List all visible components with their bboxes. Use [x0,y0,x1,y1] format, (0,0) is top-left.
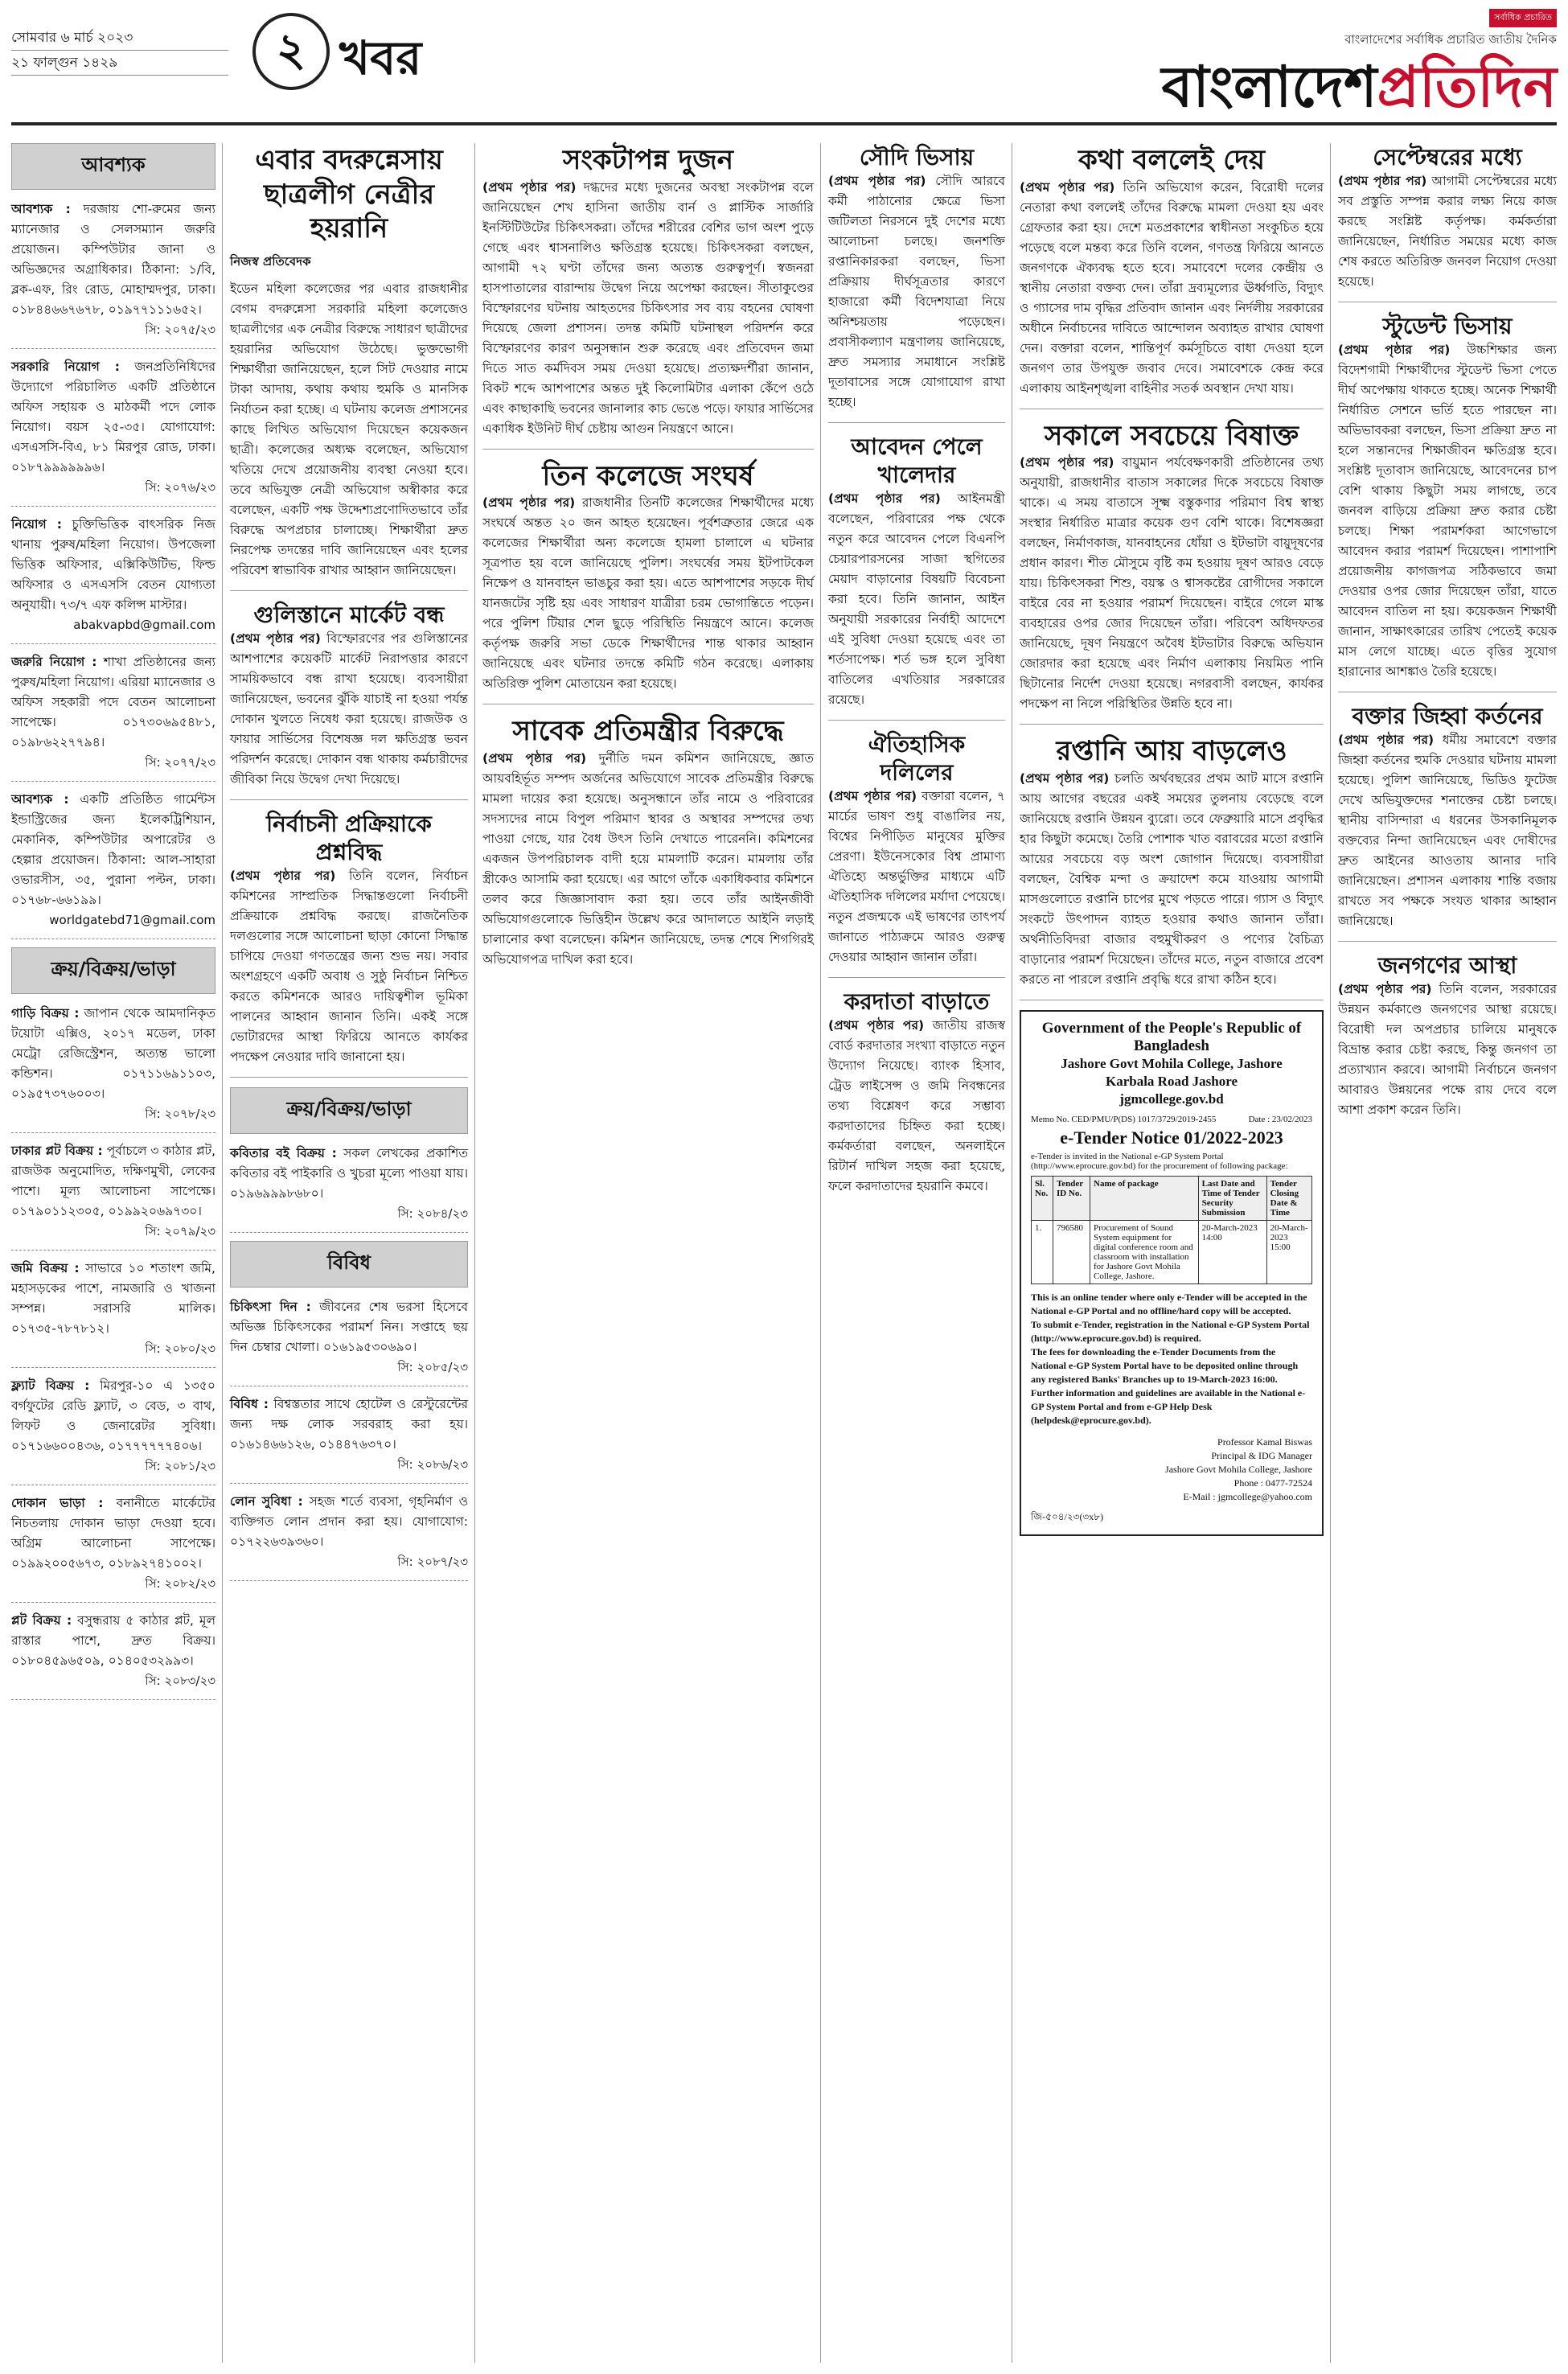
classified-list-sale [11,1004,215,1700]
ad-lead: গাড়ি বিক্রয় : [11,1006,80,1021]
article-body: উচ্চশিক্ষার জন্য বিদেশগামী শিক্ষার্থীদের স্টুডেন্ট ভিসা পেতে দীর্ঘ অপেক্ষায় থাকতে হচ্ছে। অনেক শিক্ষার্থী নির্ধারিত সেশনে ভর্তি হতে পারছেন না। অভিভাবকরা বলছেন, ভিসা প্রক্রিয়া দ্রুত না হলে সন্তানদের শিক্ষাজীবন ক্ষতিগ্রস্ত হবে। সংশ্লিষ্ট দূতাবাস জানিয়েছে, আবেদনের চাপ বেশি থাকায় কিছুটা সময় লাগছে, তবে জনবল বাড়িয়ে প্রক্রিয়া দ্রুত করার চেষ্টা চলছে। শিক্ষা পরামর্শকরা আগেভাগে আবেদন করার পরামর্শ দিয়েছেন। পাশাপাশি প্রয়োজনীয় কাগজপত্র সঠিকভাবে জমা দেওয়ার ওপর জোর দিয়েছেন তাঁরা, যাতে আবেদন বাতিল না হয়। কয়েকজন শিক্ষার্থী জানান, সাক্ষাৎকারের তারিখ পেতেই কয়েক মাস লেগে যাচ্ছে। এতে বৃত্তির সুযোগ হারানোর আশঙ্কাও তৈরি হয়েছে। [1338,343,1557,679]
tender-signature [1031,1435,1312,1504]
tender-college: Jashore Govt Mohila College, Jashore [1061,1055,1283,1071]
continued-label: (প্রথম পৃষ্ঠার পর) [1020,770,1110,786]
article [1338,951,1557,1130]
col-tender-id: Tender ID No. [1053,1176,1090,1220]
article [482,714,814,980]
classified-section-mini: ক্রয়/বিক্রয়/ভাড়া [230,1087,468,1134]
classified-ad [230,1492,468,1581]
article [828,433,1005,721]
ad-text: বনানীতে মার্কেটের নিচতলায় দোকান ভাড়া দেওয়া হবে। অগ্রিম আলোচনা সাপেক্ষে। ০১৯৯২০০৫৬৭৩, ০১৮৯২৭৪১০০২। [11,1496,215,1571]
ad-lead: সরকারি নিয়োগ : [11,359,120,374]
column-5 [1020,143,1324,1536]
ad-code: abakvapbd@gmail.com [73,618,215,632]
section-title: খবর [339,31,422,85]
cell-closing-date: 20-March-2023 15:00 [1266,1220,1311,1284]
article-headline[interactable]: এবার বদরুন্নেসায় ছাত্রলীগ নেত্রীর হয়রানি [255,144,443,244]
column-3 [482,143,814,989]
ad-text: সাভারে ১০ শতাংশ জমি, মহাসড়কের পাশে, নামজারি ও খাজনা সম্পন্ন। সরাসরি মালিক। ০১৭৩৫-৭৮৭৮১২। [11,1261,215,1336]
article [230,601,468,800]
article-headline[interactable]: সংকটাপন্ন দুজন [562,144,734,176]
article-body: সৌদি আরবে কর্মী পাঠানোর ক্ষেত্রে ভিসা জটিলতা নিরসনে দুই দেশের মধ্যে আলোচনা চলছে। জনশক্তি রপ্তানিকারকরা বলছেন, ভিসা প্রক্রিয়ায় দীর্ঘসূত্রতার কারণে হাজারো কর্মী বিদেশযাত্রা নিয়ে অনিশ্চয়তায় পড়েছেন। প্রবাসীকল্যাণ মন্ত্রণালয় জানিয়েছে, দ্রুত সমস্যার সমাধানে সংশ্লিষ্ট দূতাবাসের সঙ্গে যোগাযোগ রাখা হচ্ছে। [828,174,1005,409]
logo-name-a: বাংলাদেশ [1161,54,1377,120]
article-body: তিনি বলেন, সরকারের উন্নয়ন কর্মকাণ্ডে জনগণের আস্থা রয়েছে। বিরোধী দল অপপ্রচার চালিয়ে মানুষকে বিভ্রান্ত করার চেষ্টা করছে, কিন্তু জনগণ তা প্রত্যাখ্যান করবে। আগামী নির্বাচনে জনগণ আবারও উন্নয়নের পক্ষে রায় দেবে বলে আশা প্রকাশ করেন তিনি। [1338,982,1557,1117]
cell-sl: 1. [1032,1220,1053,1284]
classified-ad [11,1259,215,1368]
ad-lead: প্লট বিক্রয় : [11,1613,72,1628]
page-number: ২ [252,13,330,90]
article-body: রাজধানীর তিনটি কলেজের শিক্ষার্থীদের মধ্যে সংঘর্ষে অন্তত ২০ জন আহত হয়েছেন। পূর্বশত্রুতার জেরে এক কলেজের শিক্ষার্থীরা অন্য কলেজে হামলা চালালে এ ঘটনার সূত্রপাত হয় বলে জানিয়েছে পুলিশ। সংঘর্ষের সময় ইটপাটকেল নিক্ষেপ ও যানবাহন ভাঙচুর করা হয়। এতে আশপাশের সড়কে দীর্ঘ যানজটের সৃষ্টি হয় এবং সাধারণ যাত্রীরা চরম ভোগান্তিতে পড়েন। পরে পুলিশ টিয়ার শেল ছুড়ে পরিস্থিতি নিয়ন্ত্রণে আনে। কলেজ কর্তৃপক্ষ জরুরি সভা ডেকে শিক্ষার্থীদের শান্ত থাকার আহ্বান জানিয়েছে এবং ঘটনার তদন্তে কমিটি গঠন করেছে। এলাকায় অতিরিক্ত পুলিশ মোতায়েন করা হয়েছে। [482,495,814,691]
tender-note: The fees for downloading the e-Tender Documents from the National e-GP System Portal have to be deposited online through any registered Banks' Branches up to 19-March-2023 16:00. [1031,1345,1299,1385]
ad-lead: নিয়োগ : [11,517,62,532]
ad-code: সি: ২০৮৪/২৩ [397,1205,468,1221]
article-headline[interactable]: তিন কলেজে সংঘর্ষ [542,459,754,492]
classified-ad [11,1376,215,1485]
article-headline[interactable]: জনগণের আস্থা [1377,952,1517,979]
signer-title: Principal & IDG Manager [1211,1449,1312,1461]
signer-email[interactable]: E-Mail : jgmcollege@yahoo.com [1183,1490,1312,1502]
ad-code: জি-৫০৪/২৩(৩x৮) [1031,1510,1104,1522]
article [230,810,468,1078]
masthead [11,8,1557,137]
article [1338,312,1557,692]
ad-text: একটি প্রতিষ্ঠিত গার্মেন্টস ইন্ডাস্ট্রিজের জন্য ইলেকট্রিশিয়ান, মেকানিক, কম্পিউটার অপারেটর ও হেল্পার প্রয়োজন। ঠিকানা: আল-সাহারা ওভারসীস, ৩৫, পুরানা পল্টন, ঢাকা। ০১৭৬৮-৬৬১৯৯। [11,792,215,907]
col-security-date: Last Date and Time of Tender Security Submission [1198,1176,1266,1220]
col-sl: Sl. No. [1032,1176,1053,1220]
ad-code: সি: ২০৭৮/২৩ [145,1107,215,1121]
article-headline[interactable]: সেপ্টেম্বরের মধ্যে [1373,144,1522,170]
column-rule [222,143,223,2363]
column-2 [230,143,468,1589]
tender-web[interactable]: jgmcollege.gov.bd [1119,1090,1224,1107]
classified-ad [11,1141,215,1251]
classifieds-column [11,143,215,1708]
date-gregorian: সোমবার ৬ মার্চ ২০২৩ [11,26,228,51]
ad-text: দরজায় শো-রুমের জন্য ম্যানেজার ও সেলসম্যান জরুরি প্রয়োজন। কম্পিউটার জানা ও অভিজ্ঞদের অগ্রাধিকার। ঠিকানা: ১/বি, ব্লক-এফ, রিং রোড, মোহাম্মদপুর, ঢাকা। ০১৮৪৪৬৬৭৬৭৮, ০১৯৭৭১১১৬৫২। [11,202,215,317]
article-byline: নিজস্ব প্রতিবেদক [230,253,311,269]
article-body: বক্তারা বলেন, ৭ মার্চের ভাষণ শুধু বাঙালির নয়, বিশ্বের নিপীড়িত মানুষের মুক্তির প্রেরণা। ইউনেসকোর বিশ্ব প্রামাণ্য ঐতিহ্যে অন্তর্ভুক্তির মাধ্যমে এটি ঐতিহাসিক দলিলের মর্যাদা পেয়েছে। নতুন প্রজন্মকে এই ভাষণের তাৎপর্য জানাতে পাঠ্যক্রমে আরও গুরুত্ব দেওয়ার আহ্বান জানান তাঁরা। [828,789,1005,964]
classified-list-needed [11,199,215,939]
ad-text: চুক্তিভিত্তিক বাৎসরিক নিজ থানায় পুরুষ/মহিলা নিয়োগ। উপজেলা ভিত্তিক অফিসার, এক্সিকিউটিভ, ফিল্ড অফিসার ও এসএসসি বেতন যোগ্যতা অনুযায়ী। ৭৩/৭ এফ কলিন্স মাস্টার। [11,517,216,612]
article-headline[interactable]: সাবেক প্রতিমন্ত্রীর বিরুদ্ধে [512,715,784,747]
issue-date [11,26,228,76]
classified-ad [11,1611,215,1700]
article-body: জাতীয় রাজস্ব বোর্ড করদাতার সংখ্যা বাড়াতে নতুন উদ্যোগ নিয়েছে। ব্যাংক হিসাব, ট্রেড লাইসেন্স ও জমি নিবন্ধনের তথ্য বিশ্লেষণ করে সম্ভাব্য করদাতাদের চিহ্নিত করা হচ্ছে। কর্মকর্তারা বলছেন, অনলাইনে রিটার্ন দাখিল সহজ করা হয়েছে, ফলে করদাতাদের হয়রানি কমবে। [828,1018,1005,1193]
column-4 [828,143,1005,1216]
article-body: ইডেন মহিলা কলেজের পর এবার রাজধানীর বেগম বদরুন্নেসা সরকারি মহিলা কলেজেও ছাত্রলীগের এক নেত্রীর বিরুদ্ধে সাধারণ ছাত্রীদের হয়রানির অভিযোগ উঠেছে। ভুক্তভোগী শিক্ষার্থীরা জানিয়েছেন, হলে সিট দেওয়ার নামে টাকা আদায়, কথায় কথায় হুমকি ও মানসিক নির্যাতন করা হচ্ছে। এ ঘটনায় কলেজ প্রশাসনের কাছে লিখিত অভিযোগ দিয়েছেন কয়েকজন ছাত্রী। কলেজের অধ্যক্ষ বলেছেন, অভিযোগ খতিয়ে দেখে প্রয়োজনীয় ব্যবস্থা নেওয়া হবে। তবে অভিযুক্ত নেত্রী অভিযোগ অস্বীকার করে বলেছেন, একটি পক্ষ উদ্দেশ্যপ্রণোদিতভাবে তাঁর বিরুদ্ধে অপপ্রচার চালাচ্ছে। শিক্ষার্থীরা দ্রুত নিরপেক্ষ তদন্তের দাবি জানিয়েছেন এবং হলের পরিবেশ স্বাভাবিক রাখার আহ্বান জানিয়েছেন। [230,281,468,577]
ad-lead: কবিতার বই বিক্রয় : [230,1145,337,1160]
tender-note: This is an online tender where only e-Tender will be accepted in the National e-GP Portal and no offline/hard copy will be accepted. [1031,1291,1307,1316]
newspaper-logo [994,8,1557,123]
article [1338,143,1557,302]
ad-code: সি: ২০৭৯/২৩ [145,1224,215,1238]
col-package: Name of package [1090,1176,1199,1220]
continued-label: (প্রথম পৃষ্ঠার পর) [1020,455,1114,470]
ad-lead: আবশ্যক : [11,792,69,807]
continued-label: (প্রথম পৃষ্ঠার পর) [828,174,926,188]
classified-list-misc [230,1297,468,1581]
article-body: বায়ুমান পর্যবেক্ষণকারী প্রতিষ্ঠানের তথ্য অনুযায়ী, রাজধানীর বাতাস সকালের দিকে সবচেয়ে বিষাক্ত থাকে। এ সময় বাতাসে সূক্ষ্ম বস্তুকণার পরিমাণ বিশ্ব স্বাস্থ্য সংস্থার নির্ধারিত মাত্রার কয়েক গুণ বেশি থাকে। বিশেষজ্ঞরা বলছেন, নির্মাণকাজ, যানবাহনের ধোঁয়া ও ইটভাটা বায়ুদূষণের প্রধান কারণ। শীত মৌসুমে বৃষ্টি কম হওয়ায় দূষণ আরও বেড়ে যায়। চিকিৎসকরা শিশু, বয়স্ক ও শ্বাসকষ্টের রোগীদের সকালে বাইরে বের না হওয়ার পরামর্শ দিয়েছেন। বাইরে গেলে মাস্ক ব্যবহারের ওপর জোর দিয়েছেন তাঁরা। পরিবেশ অধিদফতর জানিয়েছে, দূষণ নিয়ন্ত্রণে অবৈধ ইটভাটার বিরুদ্ধে অভিযান জোরদার করা হয়েছে এবং নির্মাণ এলাকায় নিয়মিত পানি ছিটানোর নির্দেশ দেওয়া হয়েছে। নগরবাসী বলছেন, কার্যকর পদক্ষেপ না নিলে পরিস্থিতির উন্নতি হবে না। [1020,455,1324,711]
classified-section-sale: ক্রয়/বিক্রয়/ভাড়া [11,947,215,994]
column-rule [474,143,475,2363]
ad-code: সি: ২০৭৭/২৩ [145,755,215,770]
ad-text: জাপান থেকে আমদানিকৃত টয়োটা এক্সিও, ২০১৭ মডেল, ঢাকা মেট্রো রেজিস্ট্রেশন, অত্যন্ত ভালো কন্ডিশন। ০১৭১১৬৯১১০৩, ০১৯৫৭৩৭৬০০৩। [11,1006,215,1101]
classified-ad [11,1493,215,1603]
ad-text: মিরপুর-১০ এ ১৩৫০ বর্গফুটের রেডি ফ্ল্যাট, ৩ বেড, ৩ বাথ, লিফট ও জেনারেটর সুবিধা। ০১৭১৬৬০০৪৩৬, ০১৭৭৭৭৭৭৪০৬। [11,1378,215,1453]
article-body: দুর্নীতি দমন কমিশন জানিয়েছে, জ্ঞাত আয়বহির্ভূত সম্পদ অর্জনের অভিযোগে সাবেক প্রতিমন্ত্রীর বিরুদ্ধে মামলা দায়ের করা হয়েছে। অনুসন্ধানে তাঁর নামে ও পরিবারের সদস্যদের নামে বিপুল পরিমাণ স্থাবর ও অস্থাবর সম্পদের তথ্য পাওয়া গেছে, যার বৈধ উৎস তিনি দেখাতে পারেননি। কমিশনের একজন উপপরিচালক বাদী হয়ে মামলাটি করেন। মামলায় তাঁর স্ত্রীকেও আসামি করা হয়েছে। এর আগে তাঁকে একাধিকবার কমিশনে তলব করে জিজ্ঞাসাবাদ করা হয়। তবে তাঁর আইনজীবী অভিযোগগুলোকে ভিত্তিহীন উল্লেখ করে আদালতে আইনি লড়াই চালানোর কথা বলেছেন। কমিশন জানিয়েছে, তদন্ত শেষে শিগগিরই অভিযোগপত্র দাখিল করা হবে। [482,750,814,967]
cell-tender-id: 796580 [1053,1220,1090,1284]
tender-note: Further information and guidelines are available in the National e-GP System Portal and from e-GP Help Desk (helpdesk@eprocure.gov.bd). [1031,1386,1306,1426]
tender-title: e-Tender Notice 01/2022-2023 [1060,1127,1283,1148]
classified-ad [11,1004,215,1133]
article-body: তিনি অভিযোগ করেন, বিরোধী দলের নেতারা কথা বললেই তাঁদের বিরুদ্ধে মামলা দেওয়া হয় এবং গ্রেফতার করা হয়। দেশে মতপ্রকাশের স্বাধীনতা সংকুচিত হয়ে পড়েছে বলে মন্তব্য করে তিনি বলেন, গণতন্ত্র ফিরিয়ে আনতে জনগণকে ঐক্যবদ্ধ হতে হবে। সমাবেশে দলের কেন্দ্রীয় ও স্থানীয় নেতারা বক্তব্য দেন। তাঁরা দ্রব্যমূল্যের ঊর্ধ্বগতি, বিদ্যুৎ ও গ্যাসের দাম বৃদ্ধির প্রতিবাদ জানান এবং নির্দলীয় সরকারের অধীনে নির্বাচনের দাবিতে আন্দোলন অব্যাহত রাখার ঘোষণা দেন। বক্তারা বলেন, শান্তিপূর্ণ কর্মসূচিতে বাধা দেওয়া হলে জনগণ তার উপযুক্ত জবাব দেবে। সমাবেশকে কেন্দ্র করে এলাকায় আইনশৃঙ্খলা বাহিনীর সতর্ক অবস্থান দেখা যায়। [1020,179,1324,396]
signer-phone: Phone : 0477-72524 [1233,1477,1312,1489]
tender-notes [1031,1291,1312,1427]
article [482,143,814,450]
article [1338,702,1557,942]
article [828,988,1005,1206]
ad-lead: লোন সুবিধা : [230,1493,303,1509]
classified-section-needed: আবশ্যক [11,143,215,190]
article-body: আইনমন্ত্রী বলেছেন, পরিবারের পক্ষ থেকে নতুন করে আবেদন পেলে বিএনপি চেয়ারপারসনের সাজা স্থগিতের মেয়াদ বাড়ানোর বিষয়টি বিবেচনা করা হবে। তিনি জানান, আইন অনুযায়ী সরকারের নির্বাহী আদেশে এই সুবিধা দেওয়া হয়েছে এবং তা শর্তসাপেক্ষ। শর্ত ভঙ্গ হলে সুবিধা বাতিলের এখতিয়ার সরকারের রয়েছে। [828,491,1005,707]
article-headline[interactable]: সকালে সবচেয়ে বিষাক্ত [1044,419,1299,452]
ad-lead: আবশ্যক : [11,202,71,216]
ad-code: সি: ২০৮০/২৩ [145,1341,215,1356]
logo-name [994,51,1557,123]
classified-ad [11,790,215,939]
continued-label: (প্রথম পৃষ্ঠার পর) [1338,733,1435,747]
tender-note: To submit e-Tender, registration in the National e-GP System Portal (http://www.eprocure.gov.bd) is required. [1031,1318,1310,1344]
classified-list-mini [230,1144,468,1233]
article-headline[interactable]: বক্তার জিহ্বা কর্তনের [1352,703,1543,729]
cell-package: Procurement of Sound System equipment for digital conference room and classroom with installation for Jashore Govt Mohila College, Jashore. [1090,1220,1199,1284]
article-headline[interactable]: গুলিস্তানে মার্কেট বন্ধ [253,601,445,628]
ad-text: শাখা প্রতিষ্ঠানের জন্য পুরুষ/মহিলা নিয়োগ। এরিয়া ম্যানেজার ও অফিস সহকারী পদে বেতন আলোচনা সাপেক্ষে। ০১৭৩০৬৯৫৪৮১, ০১৯৮৬২২৭৭৯৪। [11,655,215,750]
ad-code: সি: ২০৮৬/২৩ [397,1456,468,1472]
article-headline[interactable]: রপ্তানি আয় বাড়লেও [1056,735,1287,767]
continued-label: (প্রথম পৃষ্ঠার পর) [230,868,336,883]
article-body: চলতি অর্থবছরের প্রথম আট মাসে রপ্তানি আয় আগের বছরের একই সময়ের তুলনায় বেড়েছে বলে জানিয়েছে রপ্তানি উন্নয়ন ব্যুরো। তবে ফেব্রুয়ারি মাসে প্রবৃদ্ধির হার কিছুটা কমেছে। তৈরি পোশাক খাত বরাবরের মতো রপ্তানি আয়ের সবচেয়ে বড় অংশ জোগান দিয়েছে। ব্যবসায়ীরা বলছেন, বৈশ্বিক মন্দা ও ক্রয়াদেশ কমে যাওয়ায় আগামী মাসগুলোতে রপ্তানি চাপের মুখে পড়তে পারে। গ্যাস ও বিদ্যুৎ সংকটে উৎপাদন ব্যাহত হওয়ার কথাও জানান তাঁরা। অর্থনীতিবিদরা বাজার বহুমুখীকরণ ও পণ্যের বৈচিত্র্য বাড়ানোর পরামর্শ দিয়েছেন। তাঁদের মতে, নতুন বাজারে প্রবেশ করতে না পারলে রপ্তানি প্রবৃদ্ধি ধরে রাখা কঠিন হবে। [1020,770,1324,987]
ad-text: সহজ শর্তে ব্যবসা, গৃহনির্মাণ ও ব্যক্তিগত লোন প্রদান করা হয়। যোগাযোগ: ০১৭২২৬৩৯৩৬০। [230,1493,468,1549]
article-headline[interactable]: করদাতা বাড়াতে [844,988,990,1015]
column-6 [1338,143,1557,1140]
classified-ad [230,1144,468,1233]
ad-code: সি: ২০৮৭/২৩ [397,1554,468,1569]
tender-table-header [1032,1176,1312,1220]
tender-invite: e-Tender is invited in the National e-GP System Portal (http://www.eprocure.gov.bd) for the procurement of following package: [1031,1151,1288,1171]
continued-label: (প্রথম পৃষ্ঠার পর) [482,179,577,195]
column-rule [820,143,821,2363]
ad-code: সি: ২০৮২/২৩ [145,1576,215,1591]
column-rule [1330,143,1331,2363]
article [828,730,1005,978]
continued-label: (প্রথম পৃষ্ঠার পর) [828,491,941,506]
ad-code: সি: ২০৮৫/২৩ [397,1359,468,1374]
classified-ad [11,652,215,782]
ad-code: সি: ২০৮৩/২৩ [145,1674,215,1688]
article-headline[interactable]: নির্বাচনী প্রক্রিয়াকে প্রশ্নবিদ্ধ [266,810,432,865]
ad-lead: জরুরি নিয়োগ : [11,655,97,669]
article-body: তিনি বলেন, নির্বাচন কমিশনের সাম্প্রতিক সিদ্ধান্তগুলো নির্বাচনী প্রক্রিয়াকে প্রশ্নবিদ্ধ করছে। রাজনৈতিক দলগুলোর সঙ্গে আলোচনা ছাড়া কোনো সিদ্ধান্ত চাপিয়ে দেওয়া গণতন্ত্রের জন্য শুভ নয়। সবার অংশগ্রহণে একটি অবাধ ও সুষ্ঠু নির্বাচন নিশ্চিত করতে কমিশনকে আরও দায়িত্বশীল ভূমিকা পালনের আহ্বান জানান তিনি। একই সঙ্গে ভোটারদের আস্থা ফিরিয়ে আনতে কার্যকর পদক্ষেপ নেওয়ার দাবি জানানো হয়। [230,868,468,1064]
logo-name-b: প্রতিদিন [1377,54,1557,120]
classified-ad [11,199,215,349]
ad-lead: ঢাকার প্লট বিক্রয় : [11,1144,103,1158]
ad-code: সি: ২০৭৬/২৩ [145,480,215,495]
logo-tagline: বাংলাদেশের সর্বাধিক প্রচারিত জাতীয় দৈনিক [1344,32,1557,47]
signer-name: Professor Kamal Biswas [1217,1435,1312,1448]
article-headline[interactable]: স্টুডেন্ট ভিসায় [1382,313,1513,339]
ad-text: জীবনের শেষ ভরসা হিসেবে অভিজ্ঞ চিকিৎসকের পরামর্শ নিন। সপ্তাহে ছয় দিন চেম্বার খোলা। ০১৬১৯৫৩০৬৯০। [230,1299,469,1354]
continued-label: (প্রথম পৃষ্ঠার পর) [1338,982,1432,996]
continued-label: (প্রথম পৃষ্ঠার পর) [1338,174,1427,188]
ad-text: সকল লেখকের প্রকাশিত কবিতার বই পাইকারি ও খুচরা মূল্যে পাওয়া যায়। ০১৯৬৯৯৯৮৬৮০। [230,1145,468,1201]
tender-gov: Government of the People's Republic of Bangladesh [1041,1019,1302,1054]
classified-ad [11,357,215,507]
col-closing-date: Tender Closing Date & Time [1266,1176,1311,1220]
signer-org: Jashore Govt Mohila College, Jashore [1165,1463,1312,1475]
continued-label: (প্রথম পৃষ্ঠার পর) [482,750,587,766]
cell-security-date: 20-March-2023 14:00 [1198,1220,1266,1284]
tender-meta [1031,1115,1312,1124]
article [482,459,814,705]
date-bengali: ২১ ফাল্গুন ১৪২৯ [11,51,228,76]
article-headline[interactable]: সৌদি ভিসায় [859,144,975,170]
continued-label: (প্রথম পৃষ্ঠার পর) [828,789,917,803]
tender-table [1031,1176,1312,1284]
ad-lead: জমি বিক্রয় : [11,1261,80,1275]
tender-road: Karbala Road Jashore [1105,1073,1238,1089]
article-headline[interactable]: আবেদন পেলে খালেদার [851,433,983,488]
tender-date: Date : 23/02/2023 [1248,1114,1312,1124]
article [1020,734,1324,1000]
continued-label: (প্রথম পৃষ্ঠার পর) [230,630,321,646]
article-headline[interactable]: ঐতিহাসিক দলিলের [868,731,966,786]
ad-text: জনপ্রতিনিধিদের উদ্যোগে পরিচালিত একটি প্রতিষ্ঠানে অফিস সহায়ক ও মাঠকর্মী পদে লোক নিয়োগ। বয়স ২৫-৩৫। যোগাযোগ: এসএসসি-বিএ, ৮১ মিরপুর রোড, ঢাকা। ০১৮৭৯৯৯৯৯৯৬। [11,359,215,474]
classified-ad [11,515,215,644]
ad-code: সি: ২০৮১/২৩ [145,1459,215,1473]
ad-code: সি: ২০৭৫/২৩ [145,322,215,337]
tender-notice [1020,1010,1324,1536]
article [828,143,1005,423]
tender-memo: Memo No. CED/PMU/P(DS) 1017/3729/2019-2455 [1031,1114,1217,1124]
ad-text: বসুন্ধরায় ৫ কাঠার প্লট, মূল রাস্তার পাশে, দ্রুত বিক্রয়। ০১৮০৪৫৯৬৫০৯, ০১৪০৫৩২৯৯৩। [11,1613,215,1668]
classified-ad [230,1297,468,1386]
ad-lead: বিবিধ : [230,1396,269,1411]
continued-label: (প্রথম পৃষ্ঠার পর) [828,1018,925,1033]
article [230,143,468,591]
continued-label: (প্রথম পৃষ্ঠার পর) [1020,179,1115,195]
ad-code: worldgatebd71@gmail.com [49,913,215,927]
classified-section-misc: বিবিধ [230,1241,468,1288]
continued-label: (প্রথম পৃষ্ঠার পর) [1338,343,1451,357]
article-body: ধর্মীয় সমাবেশে বক্তার জিহ্বা কর্তনের হুমকি দেওয়ার ঘটনায় মামলা হয়েছে। পুলিশ জানিয়েছে, ভিডিও ফুটেজ দেখে অভিযুক্তদের শনাক্তের চেষ্টা চলছে। স্থানীয় বাসিন্দারা এ ধরনের উসকানিমূলক বক্তব্যের নিন্দা জানিয়েছেন এবং দোষীদের দ্রুত আইনের আওতায় আনার দাবি জানিয়েছেন। প্রশাসন এলাকায় শান্তি বজায় রাখতে সব পক্ষকে সংযত থাকার আহ্বান জানিয়েছে। [1338,733,1557,928]
article-headline[interactable]: কথা বললেই দেয় [1078,144,1265,176]
ad-text: পূর্বাচলে ৩ কাঠার প্লট, রাজউক অনুমোদিত, দক্ষিণমুখী, লেকের পাশে। মূল্য আলোচনা সাপেক্ষে। ০১৭৯০১১২৩০৫, ০১৯৯২০৬৯৭৩০। [11,1144,215,1218]
ad-lead: চিকিৎসা দিন : [230,1299,311,1314]
article [1020,143,1324,409]
article-body: বিস্ফোরণের পর গুলিস্তানের আশপাশের কয়েকটি মার্কেট নিরাপত্তার কারণে সাময়িকভাবে বন্ধ রাখা হয়েছে। ব্যবসায়ীরা জানিয়েছেন, ভবনের ঝুঁকি যাচাই না হওয়া পর্যন্ত দোকান খুলতে নিষেধ করা হয়েছে। রাজউক ও ফায়ার সার্ভিসের বিশেষজ্ঞ দল ক্ষতিগ্রস্ত ভবন পরিদর্শন করেছে। দোকান বন্ধ থাকায় কর্মচারীদের জীবিকা নিয়ে উদ্বেগ দেখা দিয়েছে। [230,630,468,787]
continued-label: (প্রথম পৃষ্ঠার পর) [482,495,576,510]
article-body: আগামী সেপ্টেম্বরের মধ্যে সব প্রস্তুতি সম্পন্ন করার লক্ষ্য নিয়ে কাজ করছে সংশ্লিষ্ট কর্তৃপক্ষ। কর্মকর্তারা জানিয়েছেন, নির্ধারিত সময়ের মধ্যে কাজ শেষ করতে অতিরিক্ত জনবল নিয়োগ দেওয়া হয়েছে। [1338,174,1557,289]
ad-lead: ফ্ল্যাট বিক্রয় : [11,1378,90,1393]
ad-lead: দোকান ভাড়া : [11,1496,104,1510]
masthead-rule [11,122,1557,125]
article-body: দগ্ধদের মধ্যে দুজনের অবস্থা সংকটাপন্ন বলে জানিয়েছেন শেখ হাসিনা জাতীয় বার্ন ও প্লাস্টিক সার্জারি ইনস্টিটিউটের চিকিৎসকরা। তাঁদের শরীরের বেশির ভাগ অংশ পুড়ে গেছে এবং শ্বাসনালিও ক্ষতিগ্রস্ত হয়েছে। চিকিৎসকরা বলছেন, আগামী ৭২ ঘণ্টা তাঁদের জন্য অত্যন্ত গুরুত্বপূর্ণ। স্বজনরা হাসপাতালের বারান্দায় উদ্বেগ নিয়ে অপেক্ষা করছেন। সীতাকুণ্ডের বিস্ফোরণের ঘটনায় আহতদের চিকিৎসার সব ব্যয় বহনের ঘোষণা দিয়েছে জেলা প্রশাসন। তদন্ত কমিটি ঘটনাস্থল পরিদর্শন করে বিস্ফোরণের কারণ অনুসন্ধান শুরু করেছে এবং প্রতিবেদন জমা দিতে সাত কর্মদিবস সময় দেওয়া হয়েছে। প্রত্যক্ষদর্শীরা জানান, বিকট শব্দে আশপাশের অন্তত দুই কিলোমিটার এলাকা কেঁপে ওঠে এবং কাছাকাছি ভবনের জানালার কাচ ভেঙে পড়ে। ফায়ার সার্ভিসের একাধিক ইউনিট দীর্ঘ চেষ্টায় আগুন নিয়ন্ত্রণে আনে। [482,179,814,436]
table-row [1032,1220,1312,1284]
ad-text: বিশ্বস্ততার সাথে হোটেল ও রেস্টুরেন্টের জন্য দক্ষ লোক সরবরাহ করা হয়। ০১৬১৪৬৬১২৬, ০১৪৪৭৬৩৭০। [230,1396,468,1452]
article [1020,419,1324,725]
logo-tag: সর্বাধিক প্রচারিত [1489,9,1557,27]
classified-ad [230,1394,468,1484]
